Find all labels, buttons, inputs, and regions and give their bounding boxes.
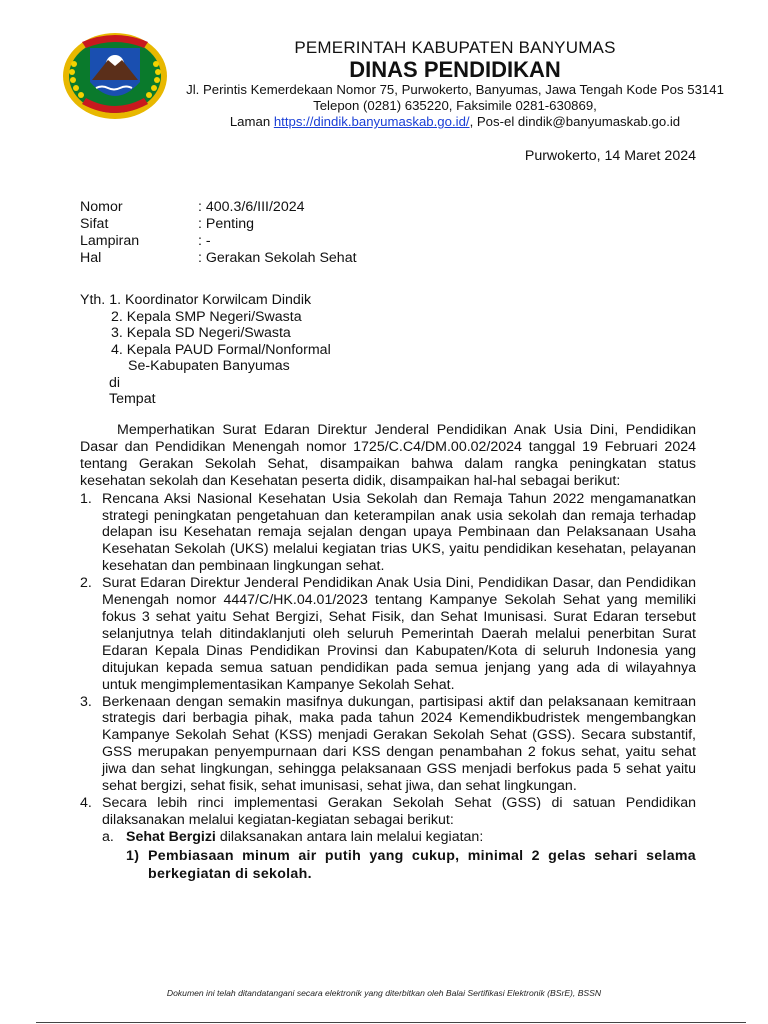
email: , Pos-el dindik@banyumaskab.go.id — [469, 114, 681, 129]
footer-rule — [36, 1022, 746, 1023]
meta-row-sifat — [80, 216, 357, 233]
recipient-item: 2. Kepala SMP Negeri/Swasta — [111, 308, 302, 325]
point-text: Rencana Aksi Nasional Kesehatan Usia Sekolah dan Remaja Tahun 2022 mengamanatkan strategi peningkatan pengetahuan dan keterampilan anak usia sekolah dan remaja terhadap delapan isu Kesehatan remaja sejalan dengan upaya Pembinaan dan Pelaksanaan Usaha Kesehatan Sekolah (UKS) melalui kegiatan trias UKS, yaitu pendidikan kesehatan, pelayanan kesehatan dan pembinaan lingkungan sehat. — [102, 490, 696, 575]
sub-item-a1 — [102, 847, 696, 884]
web-and-email — [175, 114, 735, 130]
meta-row-nomor — [80, 199, 357, 216]
point-number: 1. — [80, 490, 92, 507]
letter-date: Purwokerto, 14 Maret 2024 — [524, 148, 696, 164]
recipient-tempat: Tempat — [109, 391, 156, 407]
phone: Telepon (0281) 635220, Faksimile 0281-630869, — [313, 98, 597, 113]
letter-meta — [80, 199, 357, 267]
point-number: 3. — [80, 693, 92, 710]
point-item — [80, 491, 696, 576]
point-item — [80, 694, 696, 795]
meta-row-hal — [80, 250, 357, 267]
sub-number: 1) — [126, 847, 140, 864]
esign-footer: Dokumen ini telah ditandatangani secara elektronik yang diterbitkan oleh Balai Sertifikasi Elektronik (BSrE), BSSN — [166, 988, 602, 998]
recipient-item: 3. Kepala SD Negeri/Swasta — [111, 325, 291, 341]
intro-paragraph: Memperhatikan Surat Edaran Direktur Jenderal Pendidikan Anak Usia Dini, Pendidikan Dasar dan Pendidikan Menengah nomor 1725/C.C4/DM.00.02/2024 tanggal 19 Februari 2024 tentang Gerakan Sekolah Sehat, disampaikan bahwa dalam rangka peningkatan status kesehatan sekolah dan Kesehatan peserta didik, disampaikan hal-hal sebagai berikut: — [80, 422, 696, 489]
meta-value: : - — [198, 233, 211, 249]
meta-value: : Gerakan Sekolah Sehat — [198, 250, 357, 266]
meta-label: Nomor — [80, 199, 123, 215]
meta-label: Sifat — [80, 216, 109, 232]
meta-label: Lampiran — [80, 233, 140, 249]
recipient-item: 4. Kepala PAUD Formal/Nonformal — [111, 341, 331, 358]
point-item — [80, 575, 696, 693]
address: Jl. Perintis Kemerdekaan Nomor 75, Purwokerto, Banyumas, Jawa Tengah Kode Pos 53141 — [186, 82, 724, 97]
meta-row-lampiran — [80, 233, 357, 250]
point-text: Surat Edaran Direktur Jenderal Pendidikan Anak Usia Dini, Pendidikan Dasar, dan Pendidikan Menengah nomor 4447/C/HK.04.01/2023 tentang Kampanye Sekolah Sehat yang memiliki fokus 3 sehat yaitu Sehat Bergizi, Sehat Fisik, dan Sehat Imunisasi. Surat Edaran tersebut selanjutnya telah ditindaklanjuti oleh seluruh Pemerintah Daerah melalui penerbitan Surat Edaran Kepala Dinas Pendidikan Provinsi dan Kabupaten/Kota di seluruh Indonesia yang ditujukan kepada semua satuan pendidikan pada semua jenjang yang ada di wilayahnya untuk mengimplementasikan Kampanye Sekolah Sehat. — [102, 575, 696, 693]
meta-label: Hal — [80, 250, 102, 266]
point-text: Berkenaan dengan semakin masifnya dukungan, partisipasi aktif dan pelaksanaan kemitraan strategis dari berbagia pihak, maka pada tahun 2024 Kemendikbudristek mengembangkan Kampanye Sekolah Sehat (KSS) menjadi Gerakan Sekolah Sehat (GSS). Secara substantif, GSS merupakan penyempurnaan dari KSS dengan penambahan 2 fokus sehat, yaitu sehat jiwa dan sehat lingkungan, sehingga pelaksanaan GSS menjadi berfokus pada 5 sehat yaitu sehat bergizi, sehat fisik, sehat imunisasi, sehat jiwa, dan sehat lingkungan. — [102, 693, 696, 795]
yth-prefix: Yth. — [80, 292, 106, 308]
recipient-item: 1. Koordinator Korwilcam Dindik — [109, 292, 312, 308]
meta-value: : Penting — [198, 216, 255, 232]
letter-body — [80, 422, 696, 884]
banyumas-crest-logo — [60, 30, 170, 122]
meta-value: : 400.3/6/III/2024 — [198, 199, 305, 215]
government-name: PEMERINTAH KABUPATEN BANYUMAS — [294, 38, 616, 57]
points-list — [80, 491, 696, 884]
recipients — [80, 292, 331, 408]
sub-text: dilaksanakan antara lain melalui kegiatan: — [215, 828, 484, 845]
recipient-di: di — [109, 374, 121, 391]
point-number: 4. — [80, 794, 92, 811]
point-number: 2. — [80, 575, 92, 592]
sub-bold: Sehat Bergizi — [126, 828, 216, 845]
recipient-region: Se-Kabupaten Banyumas — [128, 358, 290, 374]
letterhead-contact — [175, 82, 735, 130]
sub-item-a — [102, 829, 696, 846]
sub-text: Pembiasaan minum air putih yang cukup, minimal 2 gelas sehari selama berkegiatan di sekolah. — [148, 847, 696, 883]
website-link[interactable]: https://dindik.banyumaskab.go.id/ — [273, 114, 470, 129]
point-text: Secara lebih rinci implementasi Gerakan Sekolah Sehat (GSS) di satuan Pendidikan dilaksanakan melalui kegiatan-kegiatan sebagai berikut: — [102, 794, 696, 828]
point-item — [80, 795, 696, 884]
agency-name: DINAS PENDIDIKAN — [349, 57, 561, 82]
sub-number: a. — [102, 828, 114, 845]
recipient-line-1 — [80, 292, 331, 309]
web-prefix: Laman — [229, 114, 274, 129]
